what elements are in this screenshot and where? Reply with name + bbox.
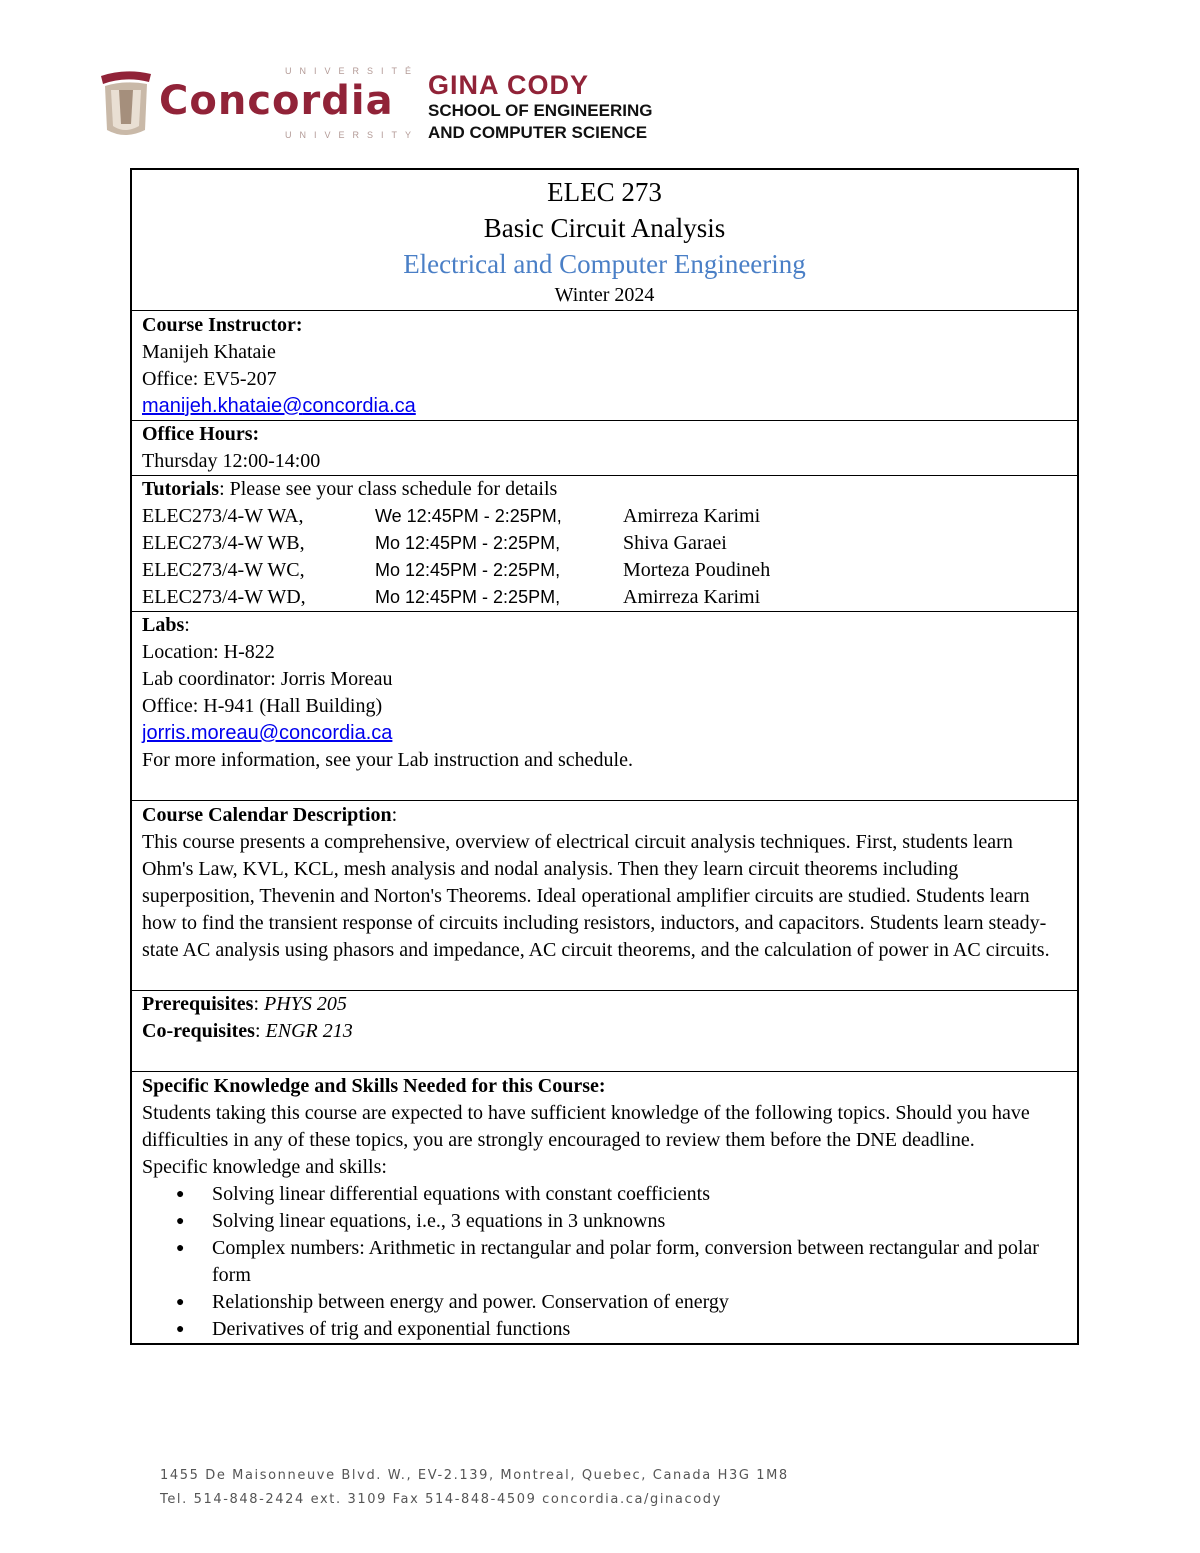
footer-address: 1455 De Maisonneuve Blvd. W., EV-2.139, Montreal, Quebec, Canada H3G 1M8 xyxy=(160,1468,789,1483)
tutorial-ta: Morteza Poudineh xyxy=(623,559,771,581)
school-line-2: AND COMPUTER SCIENCE xyxy=(428,123,648,142)
tutorial-section: ELEC273/4-W WC, xyxy=(142,559,305,581)
tutorial-ta: Amirreza Karimi xyxy=(623,586,761,608)
labs-email-link[interactable]: jorris.moreau@concordia.ca xyxy=(142,722,393,744)
tutorial-time: We 12:45PM - 2:25PM, xyxy=(375,506,562,526)
tutorials-cell xyxy=(132,476,1077,612)
tutorial-section: ELEC273/4-W WB, xyxy=(142,532,305,554)
labs-colon: : xyxy=(184,614,190,636)
list-item: ● Derivatives of trig and exponential functions xyxy=(212,1316,1067,1343)
course-outline-table xyxy=(130,168,1079,1345)
instructor-email-link[interactable] xyxy=(142,395,416,417)
labs-location: Location: H-822 xyxy=(142,641,275,663)
tutorial-section: ELEC273/4-W WD, xyxy=(142,586,306,608)
tutorial-row xyxy=(142,503,1067,530)
instructor-heading: Course Instructor: xyxy=(142,314,303,336)
labs-more-info: For more information, see your Lab instruction and schedule. xyxy=(142,749,633,771)
labs-heading: Labs xyxy=(142,614,185,636)
school-name: GINA CODY xyxy=(428,70,590,100)
tutorial-row xyxy=(142,530,1067,557)
calendar-heading: Course Calendar Description xyxy=(142,804,392,826)
labs-office: Office: H-941 (Hall Building) xyxy=(142,695,383,717)
logo-university-text: UNIVERSITY xyxy=(285,130,420,140)
list-item: ● Relationship between energy and power. Conservation of energy xyxy=(212,1289,1067,1316)
tutorial-ta: Shiva Garaei xyxy=(623,532,727,554)
office-hours-heading: Office Hours: xyxy=(142,423,260,445)
skills-cell xyxy=(132,1072,1077,1343)
course-title-cell xyxy=(132,170,1077,311)
course-department: Electrical and Computer Engineering xyxy=(403,249,806,279)
list-item: ● Solving linear equations, i.e., 3 equations in 3 unknowns xyxy=(212,1208,1067,1235)
concordia-logo-icon xyxy=(95,68,159,148)
prerequisites-value: PHYS 205 xyxy=(264,993,347,1015)
prerequisites-sep: : xyxy=(253,993,265,1015)
page-footer xyxy=(160,1464,789,1512)
tutorial-row xyxy=(142,557,1067,584)
skills-intro: Students taking this course are expected to have sufficient knowledge of the following topics. Should you have difficulties in any of these topics, you are strongly encouraged to review them before the DNE deadline. xyxy=(142,1102,1030,1151)
office-hours-value: Thursday 12:00-14:00 xyxy=(142,450,321,472)
instructor-name: Manijeh Khataie xyxy=(142,341,276,363)
labs-coordinator: Lab coordinator: Jorris Moreau xyxy=(142,668,393,690)
instructor-office: Office: EV5-207 xyxy=(142,368,277,390)
labs-cell xyxy=(132,612,1077,801)
tutorials-note: : Please see your class schedule for details xyxy=(219,478,558,500)
corequisites-label: Co-requisites xyxy=(142,1020,255,1042)
corequisites-value: ENGR 213 xyxy=(265,1020,353,1042)
tutorial-time: Mo 12:45PM - 2:25PM, xyxy=(375,533,561,553)
course-code: ELEC 273 xyxy=(547,177,662,207)
page-header xyxy=(95,62,715,152)
school-line-1: SCHOOL OF ENGINEERING xyxy=(428,101,653,120)
course-title: Basic Circuit Analysis xyxy=(483,213,726,243)
calendar-colon: : xyxy=(391,804,398,826)
instructor-email-domain: concordia.ca xyxy=(302,395,416,417)
logo-universite-text: UNIVERSITÉ xyxy=(285,66,420,76)
instructor-email-user: manijeh.khataie@ xyxy=(142,395,303,417)
course-term: Winter 2024 xyxy=(554,284,655,306)
footer-contact: Tel. 514-848-2424 ext. 3109 Fax 514-848-4509 concordia.ca/ginacody xyxy=(160,1492,722,1507)
office-hours-cell xyxy=(132,421,1077,476)
tutorial-time: Mo 12:45PM - 2:25PM, xyxy=(375,587,561,607)
tutorial-time: Mo 12:45PM - 2:25PM, xyxy=(375,560,561,580)
logo-wordmark: Concordia xyxy=(159,78,394,124)
tutorials-heading: Tutorials xyxy=(142,478,220,500)
prerequisites-label: Prerequisites xyxy=(142,993,254,1015)
instructor-cell xyxy=(132,311,1077,421)
corequisites-sep: : xyxy=(254,1020,266,1042)
skills-list xyxy=(142,1181,1067,1343)
list-item: ● Complex numbers: Arithmetic in rectangular and polar form, conversion between rectangular and polar form xyxy=(212,1235,1067,1289)
tutorial-section: ELEC273/4-W WA, xyxy=(142,505,304,527)
calendar-text: This course presents a comprehensive, overview of electrical circuit analysis techniques. First, students learn Ohm's Law, KVL, KCL, mesh analysis and nodal analysis. Then they learn circuit theorems including superposition, Thevenin and Norton's Theorems. Ideal operational amplifier circuits are studied. Students learn how to find the transient response of circuits including resistors, inductors, and capacitors. Students learn steady-state AC analysis using phasors and impedance, AC circuit theorems, and the calculation of power in AC circuits. xyxy=(142,831,1050,961)
tutorial-ta: Amirreza Karimi xyxy=(623,505,761,527)
school-name-block xyxy=(428,70,653,144)
skills-list-label: Specific knowledge and skills: xyxy=(142,1156,387,1178)
requisites-cell xyxy=(132,991,1077,1072)
tutorial-row xyxy=(142,584,1067,611)
calendar-description-cell xyxy=(132,801,1077,991)
list-item: ● Solving linear differential equations with constant coefficients xyxy=(212,1181,1067,1208)
skills-heading: Specific Knowledge and Skills Needed for this Course: xyxy=(142,1075,606,1097)
